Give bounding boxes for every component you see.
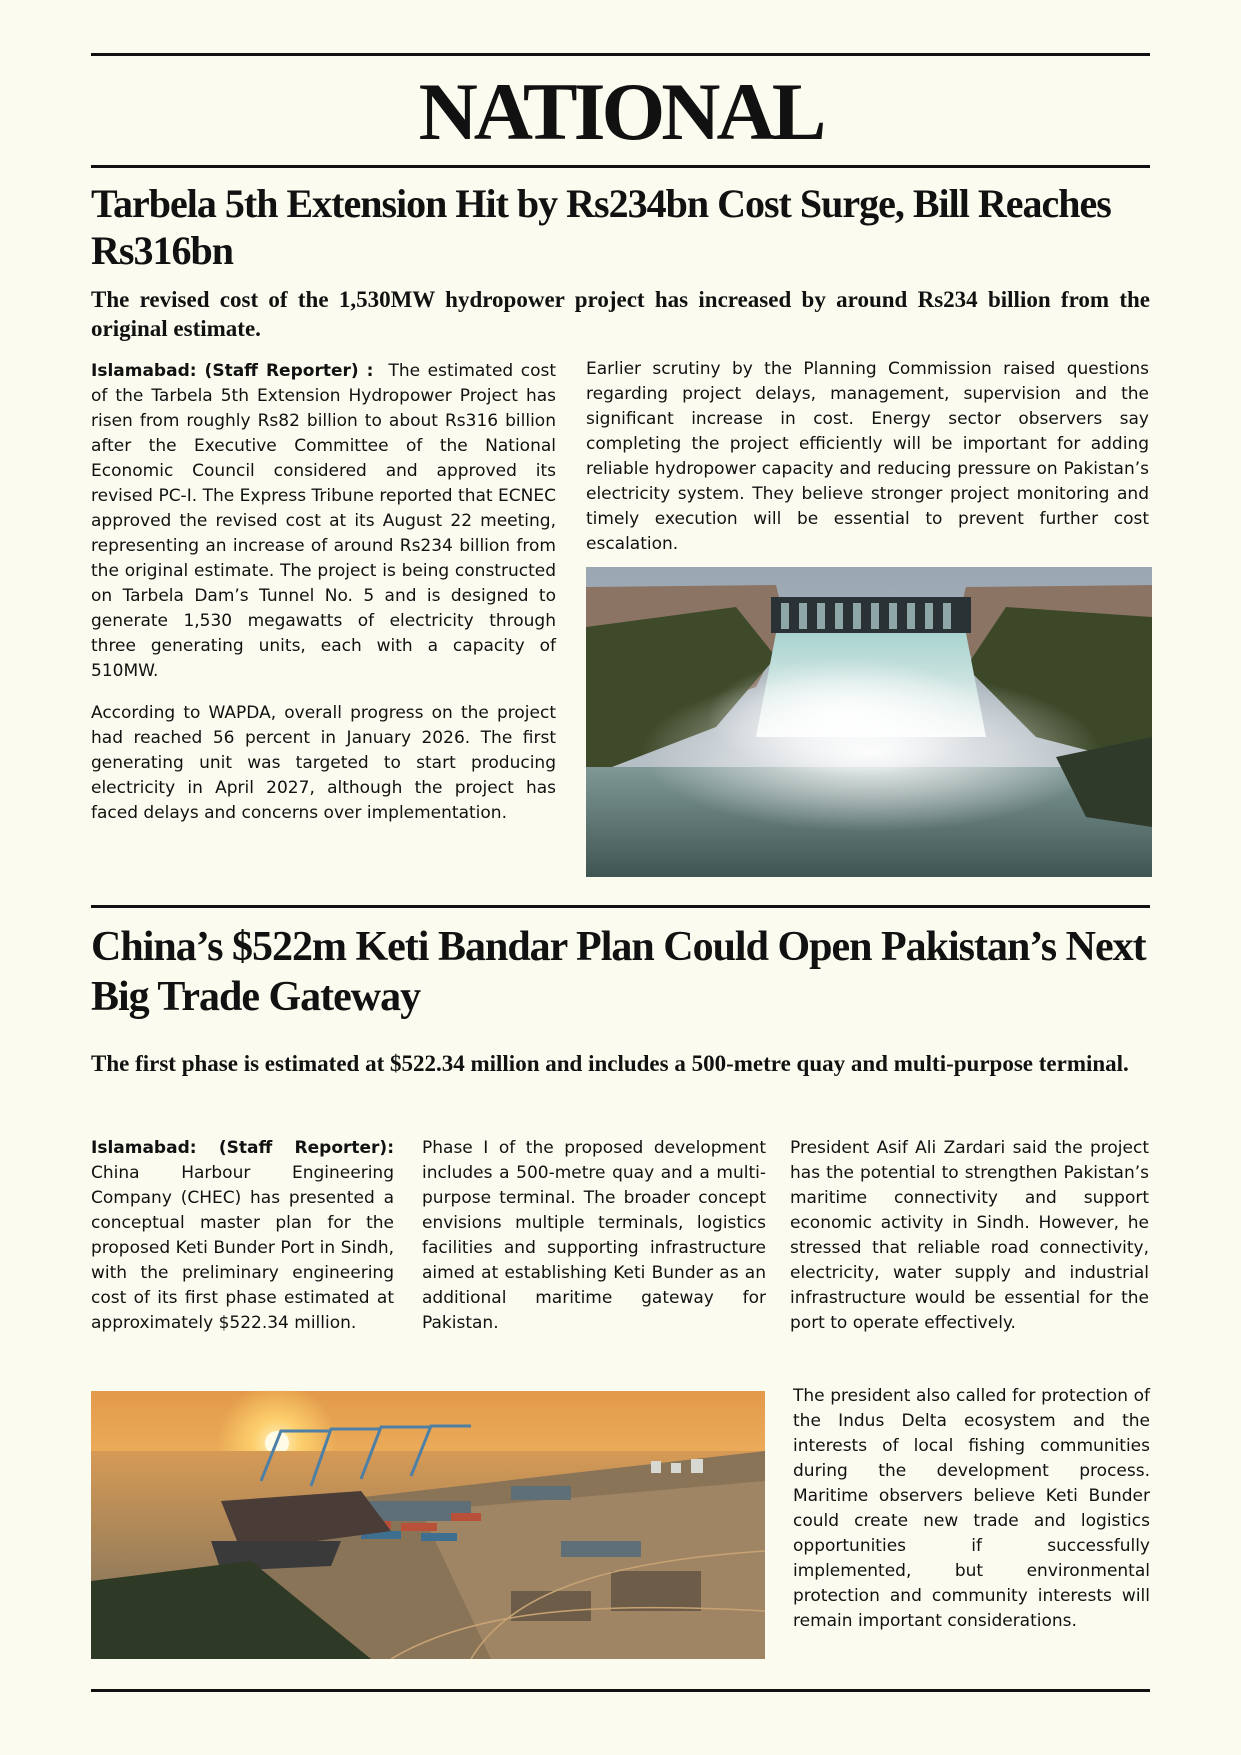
- story1-para1: The estimated cost of the Tarbela 5th Extension Hydropower Project has risen from roughly Rs82 billion to about Rs316 billion after the Executive Committee of the National Economic Council considered and approved its revised PC-I. The Express Tribune reported that ECNEC approved the revised cost at its August 22 meeting, representing an increase of around Rs234 billion from the original estimate. The project is being constructed on Tarbela Dam’s Tunnel No. 5 and is designed to generate 1,530 megawatts of electricity through three generating units, each with a capacity of 510MW.: [91, 361, 557, 681]
- story2-para3: President Asif Ali Zardari said the project has the potential to strengthen Pakistan’s maritime connectivity and support economic activity in Sindh. However, he stressed that reliable road connectivity, electricity, water supply and industrial infrastructure would be essential for the port to operate effectively.: [790, 1138, 1149, 1333]
- story2-deck: The first phase is estimated at $522.34 million and includes a 500-metre quay and multi-purpose terminal.: [91, 1051, 1129, 1076]
- section-title: NATIONAL: [418, 66, 823, 157]
- story2-para2: Phase I of the proposed development includes a 500-metre quay and a multi-purpose terminal. The broader concept envisions multiple terminals, logistics facilities and supporting infrastructure aimed at establishing Keti Bunder as an additional maritime gateway for Pakistan.: [422, 1138, 766, 1333]
- story2-headline: China’s $522m Keti Bandar Plan Could Open Pakistan’s Next Big Trade Gateway: [91, 924, 1146, 1020]
- story1-deck: The revised cost of the 1,530MW hydropower project has increased by around Rs234 billion from the original estimate.: [91, 287, 1150, 341]
- story1-column-left: [91, 359, 556, 843]
- dam-spillway-photo: [586, 567, 1152, 877]
- port-aerial-photo: [91, 1391, 765, 1659]
- story1-para2: According to WAPDA, overall progress on the project had reached 56 percent in January 2026. The first generating unit was targeted to start producing electricity in April 2027, although the project has faced delays and concerns over implementation.: [91, 703, 556, 823]
- story1-column-right: [586, 357, 1149, 574]
- story1-headline: Tarbela 5th Extension Hit by Rs234bn Cost Surge, Bill Reaches Rs316bn: [91, 181, 1111, 273]
- story2-column-2: [422, 1136, 766, 1353]
- story2-column-1: [91, 1136, 394, 1353]
- story2-column-4: [793, 1384, 1150, 1651]
- bottom-rule: [91, 1689, 1150, 1692]
- story2-para4: The president also called for protection of the Indus Delta ecosystem and the interests of local fishing communities during the development process. Maritime observers believe Keti Bunder could create new trade and logistics opportunities if successfully implemented, but environmental protection and community interests will remain important considerations.: [793, 1386, 1150, 1631]
- story1-dateline: Islamabad: (Staff Reporter) :: [91, 361, 374, 381]
- story1-para3: Earlier scrutiny by the Planning Commission raised questions regarding project delays, management, supervision and the significant increase in cost. Energy sector observers say completing the project efficiently will be important for adding reliable hydropower capacity and reducing pressure on Pakistan’s electricity system. They believe stronger project monitoring and timely execution will be essential to prevent further cost escalation.: [586, 359, 1149, 554]
- story1-paragraph: [91, 359, 556, 684]
- story2-column-3: [790, 1136, 1149, 1353]
- top-rule: [91, 53, 1150, 56]
- masthead-rule: [91, 165, 1150, 168]
- story2-paragraph: [91, 1136, 394, 1336]
- story-divider-rule: [91, 905, 1150, 908]
- story2-dateline: Islamabad: (Staff Reporter):: [91, 1138, 394, 1158]
- story2-para1: China Harbour Engineering Company (CHEC) has presented a conceptual master plan for the proposed Keti Bunder Port in Sindh, with the preliminary engineering cost of its first phase estimated at approximately $522.34 million.: [91, 1163, 394, 1333]
